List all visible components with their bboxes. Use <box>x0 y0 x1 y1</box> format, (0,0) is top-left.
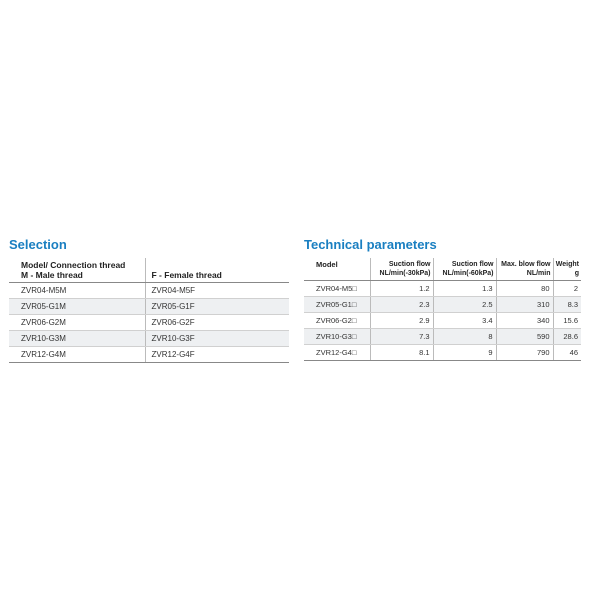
technical-header-suction-30 <box>370 258 433 281</box>
technical-header-weight <box>553 258 581 281</box>
selection-female-cell: ZVR10-G3F <box>145 331 289 347</box>
technical-model-cell: ZVR04-M5□ <box>304 281 370 297</box>
technical-header-suction-60 <box>433 258 496 281</box>
selection-header-model <box>9 258 145 283</box>
technical-title: Technical parameters <box>304 237 437 252</box>
technical-table <box>304 258 581 361</box>
technical-suction-60-cell: 1.3 <box>433 281 496 297</box>
technical-model-cell: ZVR12-G4□ <box>304 345 370 361</box>
technical-weight-cell: 28.6 <box>553 329 581 345</box>
technical-weight-cell: 2 <box>553 281 581 297</box>
table-row <box>304 345 581 361</box>
technical-blow-cell: 590 <box>496 329 553 345</box>
technical-header-blow-line2: NL/min <box>526 270 551 277</box>
technical-blow-cell: 310 <box>496 297 553 313</box>
selection-male-cell: ZVR10-G3M <box>9 331 145 347</box>
technical-header-blow <box>496 258 553 281</box>
technical-header-weight-line1: Weight <box>555 261 579 268</box>
technical-header-suction-30-line1: Suction flow <box>388 261 431 268</box>
table-row <box>9 283 289 299</box>
technical-model-cell: ZVR10-G3□ <box>304 329 370 345</box>
technical-suction-60-cell: 8 <box>433 329 496 345</box>
technical-header-suction-60-line1: Suction flow <box>451 261 494 268</box>
technical-header-suction-60-line2: NL/min(-60kPa) <box>442 270 494 277</box>
technical-suction-60-cell: 2.5 <box>433 297 496 313</box>
technical-suction-30-cell: 1.2 <box>370 281 433 297</box>
selection-title: Selection <box>9 237 67 252</box>
selection-female-cell: ZVR06-G2F <box>145 315 289 331</box>
table-row <box>304 297 581 313</box>
selection-male-cell: ZVR06-G2M <box>9 315 145 331</box>
selection-header-female: F - Female thread <box>145 258 289 283</box>
selection-female-cell: ZVR12-G4F <box>145 347 289 363</box>
table-row <box>9 299 289 315</box>
selection-female-cell: ZVR05-G1F <box>145 299 289 315</box>
technical-model-cell: ZVR06-G2□ <box>304 313 370 329</box>
table-row <box>9 347 289 363</box>
technical-weight-cell: 46 <box>553 345 581 361</box>
selection-male-cell: ZVR04-M5M <box>9 283 145 299</box>
table-row <box>304 329 581 345</box>
technical-header-weight-line2: g <box>574 270 579 277</box>
selection-header-row <box>9 258 289 283</box>
selection-table <box>9 258 289 363</box>
technical-header-suction-30-line2: NL/min(-30kPa) <box>379 270 431 277</box>
technical-weight-cell: 8.3 <box>553 297 581 313</box>
technical-blow-cell: 80 <box>496 281 553 297</box>
table-row <box>304 313 581 329</box>
technical-suction-30-cell: 8.1 <box>370 345 433 361</box>
selection-header-model-line2: M - Male thread <box>21 270 83 280</box>
selection-male-cell: ZVR05-G1M <box>9 299 145 315</box>
technical-suction-60-cell: 3.4 <box>433 313 496 329</box>
technical-blow-cell: 340 <box>496 313 553 329</box>
selection-female-cell: ZVR04-M5F <box>145 283 289 299</box>
technical-header-blow-line1: Max. blow flow <box>501 261 551 268</box>
selection-male-cell: ZVR12-G4M <box>9 347 145 363</box>
technical-suction-30-cell: 2.9 <box>370 313 433 329</box>
table-row <box>9 331 289 347</box>
technical-header-model: Model <box>304 258 370 281</box>
technical-model-cell: ZVR05-G1□ <box>304 297 370 313</box>
technical-header-row <box>304 258 581 281</box>
technical-suction-60-cell: 9 <box>433 345 496 361</box>
technical-suction-30-cell: 7.3 <box>370 329 433 345</box>
technical-weight-cell: 15.6 <box>553 313 581 329</box>
technical-suction-30-cell: 2.3 <box>370 297 433 313</box>
technical-blow-cell: 790 <box>496 345 553 361</box>
table-row <box>304 281 581 297</box>
selection-header-model-line1: Model/ Connection thread <box>21 260 126 270</box>
table-row <box>9 315 289 331</box>
